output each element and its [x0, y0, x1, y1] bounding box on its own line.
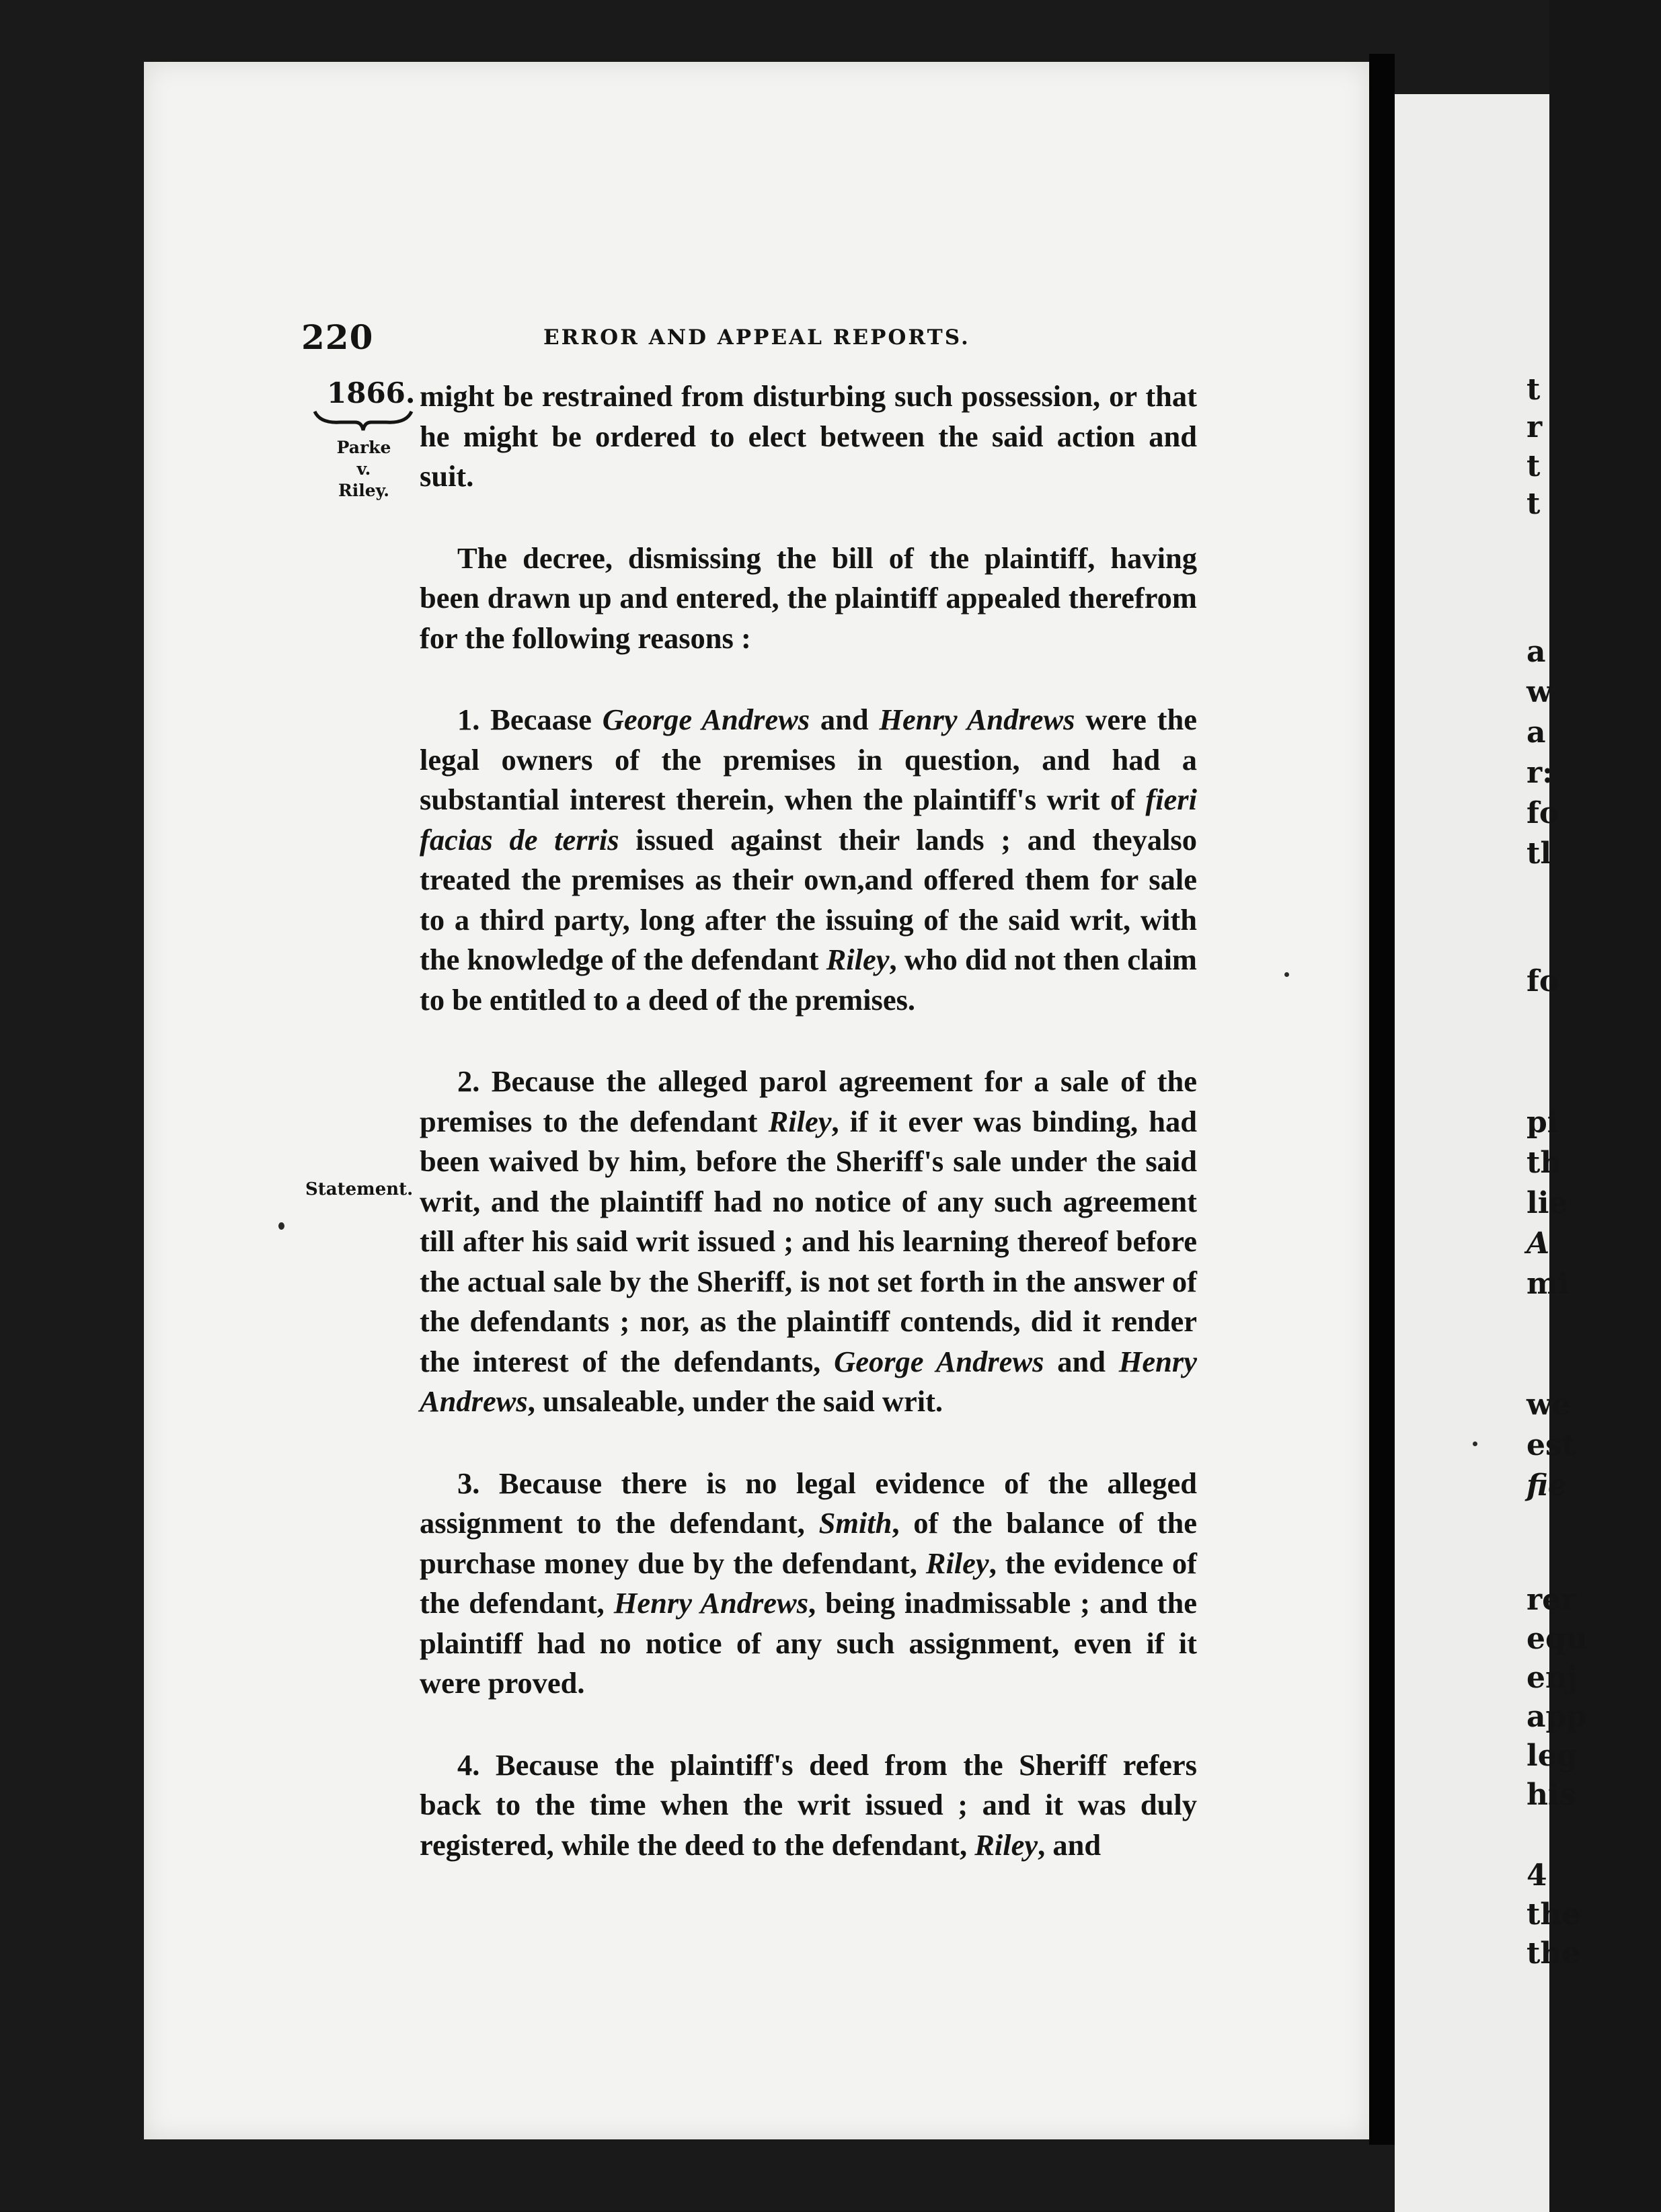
right-page-fragment: w — [1527, 675, 1552, 709]
right-page-fragment: fo — [1527, 796, 1559, 830]
book-spine — [1369, 54, 1395, 2145]
right-page-fragment: the — [1527, 1936, 1581, 1971]
right-page-fragment: leg — [1527, 1739, 1578, 1773]
party-name: Henry Andrews — [879, 703, 1075, 736]
right-page-fragment: app — [1527, 1700, 1588, 1734]
page-number: 220 — [301, 317, 374, 357]
margin-year: 1866. — [327, 377, 416, 409]
reason-2 — [420, 1062, 1197, 1422]
right-page-fragment: equ — [1527, 1622, 1588, 1656]
statement-margin-note: Statement. — [305, 1179, 414, 1199]
right-page-fragment: lie — [1527, 1186, 1568, 1220]
reason-2-text: 2. Because the alleged parol agreement for a sale of the premises to the defendant — [420, 1064, 1197, 1138]
reason-1-text: were the legal owners of the premises in question, and had a substantial interest therein, when the plaintiff's writ of — [420, 703, 1197, 816]
reason-1 — [420, 700, 1197, 1020]
party-name: Henry Andrews — [420, 1344, 1197, 1418]
right-page-fragment: a — [1527, 715, 1546, 750]
paragraph-continuation: might be restrained from disturbing such possession, or that he might be ordered to elect between the said action and suit. — [420, 379, 1197, 493]
reason-4 — [420, 1745, 1197, 1866]
reason-1-text: issued against their lands ; and theyalso treated the premises as their own,and offered them for sale to a third party, long after the issuing of the said writ, with the knowledge of the defendant — [420, 822, 1197, 976]
right-page-fragment: r: — [1527, 756, 1553, 790]
reason-1-text: 1. Becaase — [457, 703, 603, 736]
case-versus: v. — [356, 459, 371, 479]
party-name: George Andrews — [834, 1344, 1044, 1378]
case-party-defendant: Riley. — [338, 481, 390, 500]
reason-3 — [420, 1464, 1197, 1704]
body-text — [420, 377, 1197, 1907]
right-page-fragment: fie — [1527, 1468, 1567, 1503]
party-name: Smith — [818, 1506, 892, 1540]
party-name: George Andrews — [602, 703, 810, 736]
scan-speck — [1284, 972, 1289, 977]
right-page-fragment: pi — [1527, 1105, 1559, 1140]
scan-speck — [278, 1222, 284, 1230]
party-name: Riley — [826, 943, 890, 976]
right-page-fragment: t — [1527, 372, 1541, 407]
right-page-fragment: r — [1527, 410, 1543, 444]
case-name — [313, 437, 414, 502]
reason-2-text: and — [1044, 1344, 1119, 1378]
right-page-edge — [1395, 94, 1588, 2212]
running-head: ERROR AND APPEAL REPORTS. — [543, 325, 970, 350]
right-page-fragment: the — [1527, 1897, 1581, 1932]
scan-speck — [1473, 1441, 1477, 1446]
right-page-fragment: fo — [1527, 964, 1559, 998]
right-page-fragment: 4 — [1527, 1858, 1547, 1893]
reason-2-text: , if it ever was binding, had been waived by him, before the Sheriff's sale under the said writ, and the plaintiff had no notice of any such agreement till after his said writ issued ; and his learning thereof before the actual sale by the Sheriff, is not set forth in the answer of the defendants ; nor, as the plaintiff contends, did it render the interest of the defendants, — [420, 1104, 1197, 1378]
right-page-fragment: a — [1527, 635, 1546, 669]
reason-3-text: , of the balance of the purchase money due by the defendant, — [420, 1506, 1197, 1580]
right-page-fragment: th — [1527, 1146, 1562, 1180]
reason-2-text: , unsaleable, under the said writ. — [527, 1384, 943, 1418]
right-page-fragment: rer — [1527, 1583, 1577, 1617]
party-name: Riley — [974, 1827, 1038, 1862]
right-page-fragment: we — [1527, 1388, 1571, 1422]
reason-1-text: and — [810, 703, 880, 736]
right-page-fragment: t — [1527, 487, 1541, 521]
reason-3-text: , the evidence of the defendant, — [420, 1546, 1197, 1620]
reason-4-text: 4. Because the plaintiff's deed from the Sheriff refers back to the time when the writ issued ; and it was duly registered, while the deed to the defendant, — [420, 1747, 1197, 1862]
reason-4-text: , and — [1038, 1827, 1102, 1862]
party-name: Henry Andrews — [613, 1586, 809, 1620]
right-page-fragment: t — [1527, 449, 1541, 483]
reason-3-text: 3. Because there is no legal evidence of the alleged assignment to the defendant, — [420, 1466, 1197, 1540]
right-page-fragment: A — [1527, 1226, 1550, 1261]
reason-1-text: , who did not then claim to be entitled to a deed of the premises. — [420, 943, 1197, 1017]
reason-3-text: , being inadmissable ; and the plaintiff had no notice of any such assignment, even if it were proved. — [420, 1586, 1197, 1700]
right-page-fragment: tl — [1527, 836, 1552, 871]
paragraph-decree: The decree, dismissing the bill of the plaintiff, having been drawn up and entered, the plaintiff appealed therefrom for the following reasons : — [420, 541, 1197, 655]
right-page-fragment: enj — [1527, 1661, 1578, 1695]
right-page-fragment: his — [1527, 1778, 1576, 1812]
right-page-fragment: mi — [1527, 1267, 1570, 1301]
curly-brace-icon — [313, 409, 413, 433]
right-page-fragment: est — [1527, 1428, 1576, 1462]
party-name: Riley — [768, 1104, 832, 1138]
page-header — [0, 317, 1549, 358]
case-party-plaintiff: Parke — [336, 438, 391, 457]
latin-writ-name: fieri facias de terris — [420, 783, 1197, 857]
party-name: Riley — [925, 1546, 989, 1580]
